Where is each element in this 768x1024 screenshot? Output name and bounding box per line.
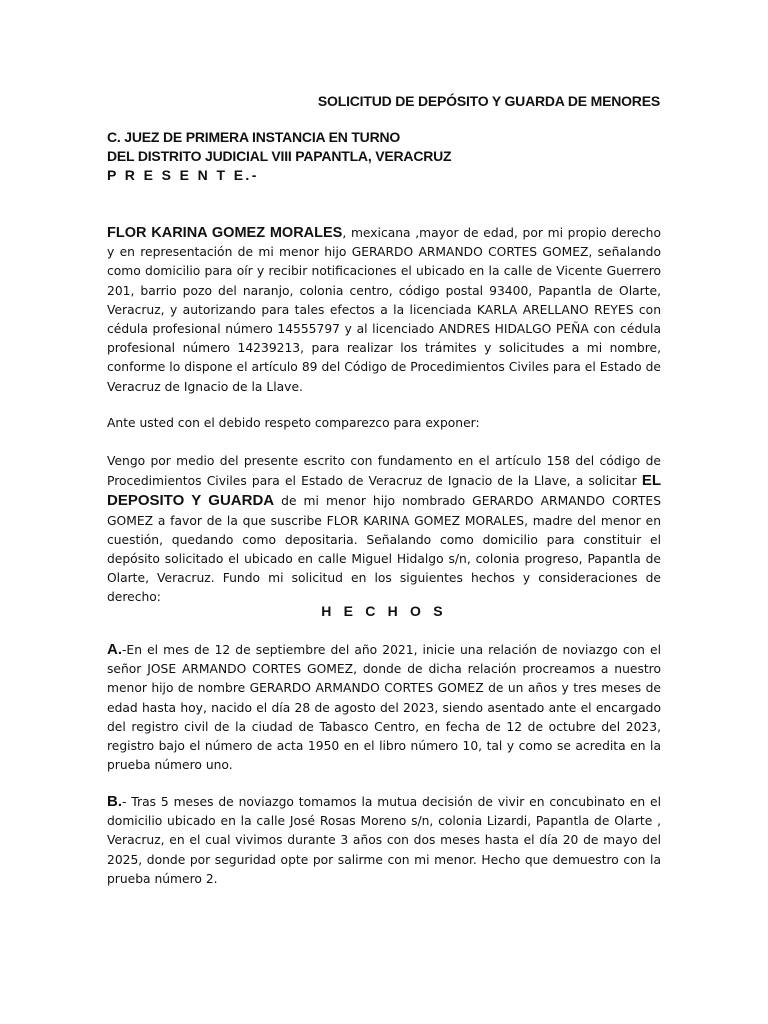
document-title: SOLICITUD DE DEPÓSITO Y GUARDA DE MENORES bbox=[317, 93, 660, 109]
addressee-line-presente: P R E S E N T E.- bbox=[107, 167, 259, 183]
request-text-after: de mi menor hijo nombrado GERARDO ARMANDO CORTES GOMEZ a favor de la que suscribe FLOR KARINA GOMEZ MORALES, madre del menor en cuestión, quedando como depositaria. Señalando como domicilio para constituir el depósito solicitado el ubicado en calle Miguel Hidalgo s/n, colonia progreso, Papantla de Olarte, Veracruz. Fundo mi solicitud en los siguientes hechos y consideraciones de derecho: bbox=[107, 494, 661, 605]
request-text-before: Vengo por medio del presente escrito con fundamento en el artículo 158 del código de Procedimientos Civiles para el Estado de Veracruz de Ignacio de la Llave, a solicitar bbox=[107, 454, 661, 489]
addressee-line-district: DEL DISTRITO JUDICIAL VIII PAPANTLA, VERACRUZ bbox=[107, 148, 452, 164]
addressee-block bbox=[107, 128, 667, 185]
intro-text: , mexicana ,mayor de edad, por mi propio derecho y en representación de mi menor hijo GERARDO ARMANDO CORTES GOMEZ, señalando como domicilio para oír y recibir notificaciones el ubicado en la calle de Vicente Guerrero 201, barrio pozo del naranjo, colonia centro, código postal 93400, Papantla de Olarte, Veracruz, y autorizando para tales efectos a la licenciada KARLA ARELLANO REYES con cédula profesional número 14555797 y al licenciado ANDRES HIDALGO PEÑA con cédula profesional número 14239213, para realizar los trámites y solicitudes a mi nombre, conforme lo dispone el artículo 89 del Código de Procedimientos Civiles para el Estado de Veracruz de Ignacio de la Llave. bbox=[107, 226, 661, 394]
statement-paragraph: Ante usted con el debido respeto comparezco para exponer: bbox=[107, 416, 480, 430]
intro-paragraph bbox=[107, 224, 661, 397]
fact-b-paragraph bbox=[107, 792, 661, 889]
facts-heading: H E C H O S bbox=[321, 603, 447, 619]
fact-a-text: -En el mes de 12 de septiembre del año 2021, inicie una relación de noviazgo con el señor JOSE ARMANDO CORTES GOMEZ, donde de dicha relación procreamos a nuestro menor hijo de nombre GERARDO ARMANDO CORTES GOMEZ de un años y tres meses de edad hasta hoy, nacido el día 28 de agosto del 2023, siendo asentado ante el encargado del registro civil de la ciudad de Tabasco Centro, en fecha de 12 de octubre del 2023, registro bajo el número de acta 1950 en el libro número 10, tal y como se acredita en la prueba número uno. bbox=[107, 643, 661, 773]
fact-b-letter: B. bbox=[107, 793, 122, 810]
fact-a-paragraph bbox=[107, 640, 661, 775]
request-paragraph bbox=[107, 452, 661, 608]
petitioner-name: FLOR KARINA GOMEZ MORALES bbox=[107, 225, 343, 241]
fact-a-letter: A. bbox=[107, 641, 122, 658]
addressee-line-judge: C. JUEZ DE PRIMERA INSTANCIA EN TURNO bbox=[107, 129, 401, 145]
request-bold-phrase: EL DEPOSITO Y GUARDA bbox=[107, 472, 661, 510]
fact-b-text: - Tras 5 meses de noviazgo tomamos la mutua decisión de vivir en concubinato en el domicilio ubicado en la calle José Rosas Moreno s/n, colonia Lizardi, Papantla de Olarte , Veracruz, en el cual vivimos durante 3 años con dos meses hasta el día 20 de mayo del 2025, donde por seguridad opte por salirme con mi menor. Hecho que demuestro con la prueba número 2. bbox=[107, 795, 661, 886]
